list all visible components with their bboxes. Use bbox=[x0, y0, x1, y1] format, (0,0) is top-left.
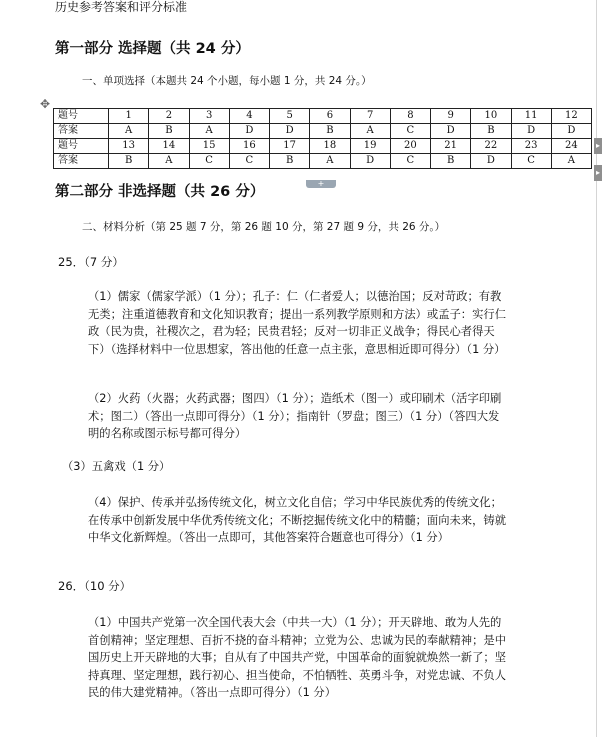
number-cell: 13 bbox=[109, 139, 149, 154]
table-row bbox=[54, 154, 592, 169]
question-26-label: 26．（10 分） bbox=[58, 579, 132, 593]
number-cell: 8 bbox=[390, 109, 430, 124]
number-cell: 23 bbox=[511, 139, 551, 154]
right-margin-marker-icon[interactable]: ▸ bbox=[594, 138, 602, 154]
answer-cell: D bbox=[471, 154, 511, 169]
document-title: 历史参考答案和评分标准 bbox=[55, 0, 188, 14]
part2-heading: 第二部分 非选择题（共 26 分） bbox=[55, 184, 265, 200]
number-cell: 11 bbox=[511, 109, 551, 124]
answer-cell: C bbox=[390, 124, 430, 139]
q25-answer-3: （3）五禽戏（1 分） bbox=[62, 460, 171, 473]
number-cell: 17 bbox=[270, 139, 310, 154]
answer-cell: D bbox=[350, 154, 390, 169]
answer-table bbox=[53, 108, 592, 169]
answer-cell: B bbox=[431, 154, 471, 169]
answer-cell: B bbox=[109, 154, 149, 169]
answer-cell: A bbox=[109, 124, 149, 139]
part1-intro: 一、单项选择（本题共 24 个小题，每小题 1 分，共 24 分。） bbox=[82, 75, 372, 87]
add-row-icon[interactable]: + bbox=[306, 180, 336, 188]
answer-cell: D bbox=[270, 124, 310, 139]
number-cell: 7 bbox=[350, 109, 390, 124]
answer-cell: D bbox=[229, 124, 269, 139]
q25-answer-2: （2）火药（火器；火药武器；图四）（1 分）；造纸术（图一）或印刷术（活字印刷术；图二）（答出一点即可得分）（1 分）；指南针（罗盘；图三）（1 分）（答四大发明的名称或图示标号都可得分） bbox=[88, 392, 502, 441]
q26-answer-1: （1）中国共产党第一次全国代表大会（中共一大）（1 分）；开天辟地、敢为人先的首创精神；坚定理想、百折不挠的奋斗精神；立党为公、忠诚为民的奉献精神；是中国历史上开天辟地的大事；自从有了中国共产党，中国革命的面貌就焕然一新了；坚持真理、坚定理想，践行初心、担当使命，不怕牺牲、英勇斗争，对党忠诚、不负人民的伟大建党精神。（答出一点即可得分）（1 分） bbox=[88, 616, 506, 700]
answer-cell: C bbox=[390, 154, 430, 169]
number-cell: 9 bbox=[431, 109, 471, 124]
answer-cell: B bbox=[149, 124, 189, 139]
answer-cell: A bbox=[149, 154, 189, 169]
q25-answer-4: （4）保护、传承并弘扬传统文化，树立文化自信；学习中华民族优秀的传统文化；在传承中创新发展中华优秀传统文化；不断挖掘传统文化中的精髓；面向未来，铸就中华文化新辉煌。（答出一点即可，其他答案符合题意也可得分）（1 分） bbox=[88, 496, 506, 545]
number-row-label: 题号 bbox=[54, 139, 109, 154]
answer-cell: A bbox=[310, 154, 350, 169]
part1-heading: 第一部分 选择题（共 24 分） bbox=[55, 41, 250, 57]
table-row bbox=[54, 109, 592, 124]
number-cell: 1 bbox=[109, 109, 149, 124]
number-cell: 10 bbox=[471, 109, 511, 124]
number-cell: 2 bbox=[149, 109, 189, 124]
answer-cell: D bbox=[551, 124, 591, 139]
number-row-label: 题号 bbox=[54, 109, 109, 124]
part2-intro: 二、材料分析（第 25 题 7 分，第 26 题 10 分，第 27 题 9 分，共 26 分。） bbox=[82, 221, 446, 233]
number-cell: 21 bbox=[431, 139, 471, 154]
question-25-label: 25．（7 分） bbox=[58, 255, 124, 269]
q25-answer-1: （1）儒家（儒家学派）（1 分）；孔子：仁（仁者爱人；以德治国；反对苛政；有教无类；注重道德教育和文化知识教育；提出一系列教学原则和方法）或孟子：实行仁政（民为贵，社稷次之，君为轻；民贵君轻；反对一切非正义战争；得民心者得天下）（选择材料中一位思想家，答出他的任意一点主张，意思相近即可得分）（1 分） bbox=[88, 290, 506, 356]
number-cell: 3 bbox=[189, 109, 229, 124]
answer-cell: B bbox=[270, 154, 310, 169]
answer-cell: B bbox=[471, 124, 511, 139]
answer-cell: C bbox=[229, 154, 269, 169]
page-edge-rule bbox=[596, 0, 597, 737]
number-cell: 12 bbox=[551, 109, 591, 124]
number-cell: 18 bbox=[310, 139, 350, 154]
number-cell: 20 bbox=[390, 139, 430, 154]
number-cell: 4 bbox=[229, 109, 269, 124]
answer-cell: C bbox=[189, 154, 229, 169]
answer-row-label: 答案 bbox=[54, 154, 109, 169]
number-cell: 16 bbox=[229, 139, 269, 154]
answer-cell: D bbox=[431, 124, 471, 139]
answer-cell: C bbox=[511, 154, 551, 169]
answer-cell: A bbox=[189, 124, 229, 139]
number-cell: 5 bbox=[270, 109, 310, 124]
table-row bbox=[54, 139, 592, 154]
table-row bbox=[54, 124, 592, 139]
number-cell: 6 bbox=[310, 109, 350, 124]
number-cell: 14 bbox=[149, 139, 189, 154]
number-cell: 15 bbox=[189, 139, 229, 154]
answer-cell: A bbox=[551, 154, 591, 169]
answer-cell: A bbox=[350, 124, 390, 139]
answer-row-label: 答案 bbox=[54, 124, 109, 139]
answer-cell: D bbox=[511, 124, 551, 139]
number-cell: 19 bbox=[350, 139, 390, 154]
answer-cell: B bbox=[310, 124, 350, 139]
right-margin-marker-icon[interactable]: ▸ bbox=[594, 165, 602, 181]
table-move-handle-icon[interactable]: ✥ bbox=[39, 97, 51, 111]
number-cell: 22 bbox=[471, 139, 511, 154]
number-cell: 24 bbox=[551, 139, 591, 154]
